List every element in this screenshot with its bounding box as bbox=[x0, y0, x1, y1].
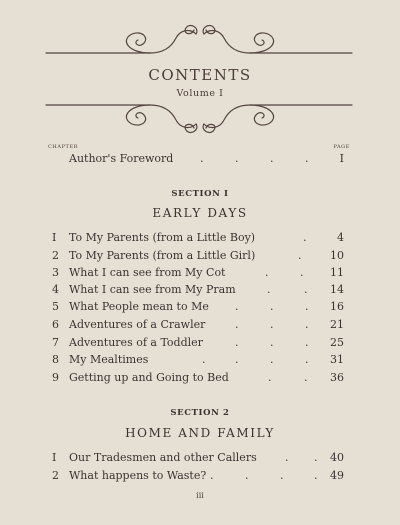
toc-entry-page: 21 bbox=[330, 318, 344, 331]
leader-dots: . . . bbox=[235, 318, 309, 331]
page-column-header: PAGE bbox=[333, 144, 350, 150]
toc-entry[interactable] bbox=[0, 353, 400, 371]
leader-dots: . . bbox=[267, 283, 308, 296]
leader-dots: . bbox=[303, 231, 307, 244]
chapter-number: 8 bbox=[52, 353, 59, 366]
leader-dots: . . . bbox=[235, 300, 309, 313]
toc-entry-page: 11 bbox=[330, 266, 344, 279]
toc-entry[interactable] bbox=[0, 469, 400, 487]
toc-entry-title: To My Parents (from a Little Girl) bbox=[69, 249, 256, 262]
toc-entry-page: 36 bbox=[330, 371, 344, 384]
toc-entry-title: Adventures of a Toddler bbox=[69, 336, 203, 349]
toc-entry-title: Our Tradesmen and other Callers bbox=[69, 451, 257, 464]
leader-dots: . . . . bbox=[210, 469, 318, 482]
leader-dots: . . . bbox=[235, 336, 309, 349]
chapter-column-header: CHAPTER bbox=[48, 144, 79, 150]
chapter-number: 4 bbox=[52, 283, 59, 296]
section-1-title: EARLY DAYS bbox=[152, 206, 248, 220]
chapter-number: 7 bbox=[52, 336, 59, 349]
toc-entry-title: My Mealtimes bbox=[69, 353, 149, 366]
toc-entry-page: 25 bbox=[330, 336, 344, 349]
leader-dots: . . bbox=[268, 371, 308, 384]
chapter-number: I bbox=[52, 231, 57, 244]
page-title: CONTENTS bbox=[148, 66, 252, 84]
volume-label: Volume I bbox=[176, 88, 224, 99]
section-1-label: SECTION I bbox=[171, 189, 229, 199]
leader-dots: . . . . bbox=[202, 353, 309, 366]
leader-dots: . . bbox=[285, 451, 318, 464]
toc-entry-title: What I can see from My Pram bbox=[69, 283, 236, 296]
toc-entry[interactable] bbox=[0, 283, 400, 301]
toc-entry-page: 16 bbox=[330, 300, 344, 313]
leader-dots: . . . . bbox=[200, 152, 309, 165]
toc-entry-title: What People mean to Me bbox=[69, 300, 209, 313]
toc-entry-title: What I can see from My Cot bbox=[69, 266, 226, 279]
toc-entry-page: 4 bbox=[337, 231, 344, 244]
leader-dots: . . bbox=[265, 266, 304, 279]
toc-entry[interactable] bbox=[0, 371, 400, 389]
toc-entry[interactable] bbox=[0, 231, 400, 249]
toc-entry-foreword[interactable] bbox=[0, 152, 400, 170]
toc-entry-page: 49 bbox=[330, 469, 344, 482]
chapter-number: I bbox=[52, 451, 57, 464]
toc-entry-page: 40 bbox=[330, 451, 344, 464]
toc-entry[interactable] bbox=[0, 451, 400, 469]
chapter-number: 2 bbox=[52, 469, 59, 482]
toc-entry-title: Author's Foreword bbox=[69, 152, 174, 165]
toc-entry-title: Getting up and Going to Bed bbox=[69, 371, 229, 384]
toc-entry[interactable] bbox=[0, 300, 400, 318]
chapter-number: 2 bbox=[52, 249, 59, 262]
toc-entry[interactable] bbox=[0, 249, 400, 267]
page-number: iii bbox=[196, 491, 204, 500]
toc-entry[interactable] bbox=[0, 266, 400, 284]
leader-dots: . bbox=[298, 249, 302, 262]
chapter-number: 3 bbox=[52, 266, 59, 279]
toc-entry-page: I bbox=[339, 152, 344, 165]
toc-entry-page: 14 bbox=[330, 283, 344, 296]
section-2-label: SECTION 2 bbox=[170, 408, 230, 418]
toc-entry[interactable] bbox=[0, 318, 400, 336]
chapter-number: 6 bbox=[52, 318, 59, 331]
toc-entry-page: 10 bbox=[330, 249, 344, 262]
chapter-number: 5 bbox=[52, 300, 59, 313]
toc-entry-title: What happens to Waste? bbox=[69, 469, 207, 482]
section-2-title: HOME AND FAMILY bbox=[125, 426, 275, 440]
toc-entry[interactable] bbox=[0, 336, 400, 354]
toc-entry-title: To My Parents (from a Little Boy) bbox=[69, 231, 256, 244]
toc-entry-title: Adventures of a Crawler bbox=[69, 318, 206, 331]
chapter-number: 9 bbox=[52, 371, 59, 384]
toc-entry-page: 31 bbox=[330, 353, 344, 366]
